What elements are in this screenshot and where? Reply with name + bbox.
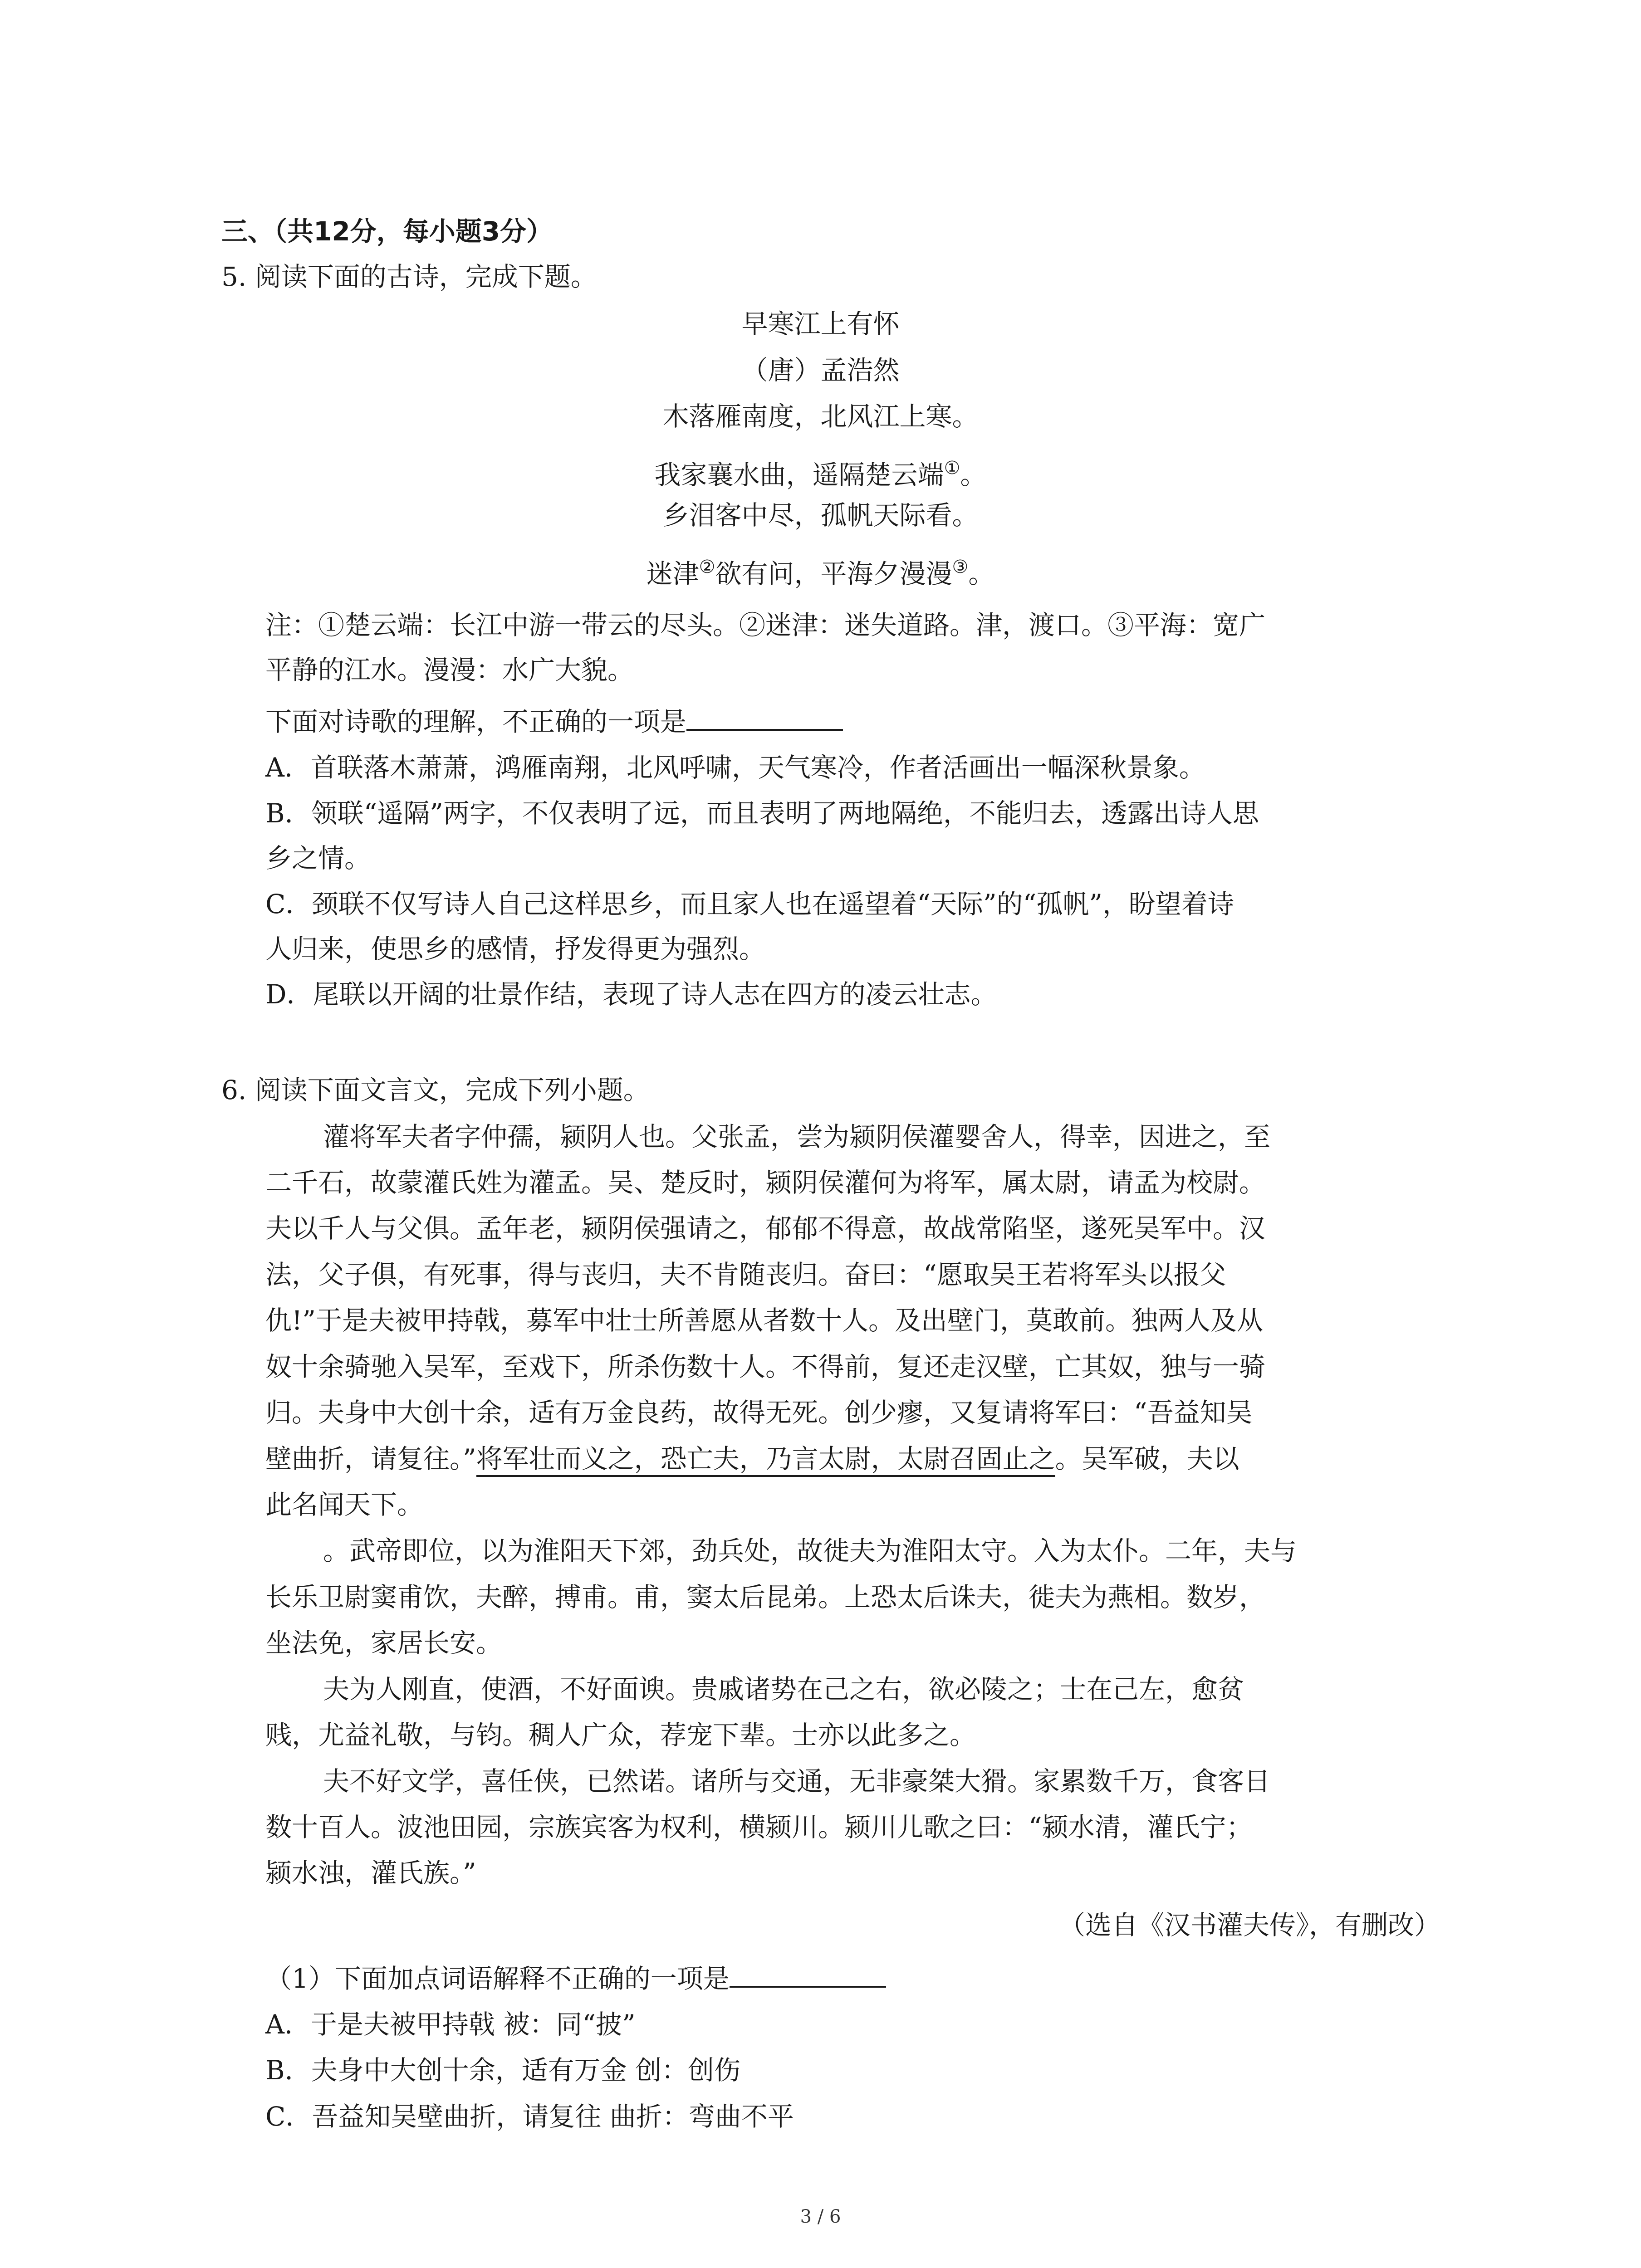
q6-sub1-question: （1）下面加点词语解释不正确的一项是 — [265, 1960, 1454, 1997]
q5-prompt: 5. 阅读下面的古诗，完成下题。 — [221, 261, 597, 292]
answer-blank[interactable] — [730, 1962, 886, 1988]
passage-line: 夫不好文学，喜任侠，已然诺。诸所与交通，无非豪桀大猾。家累数千万，食客日 — [323, 1766, 1271, 1797]
passage-line: 数十百人。波池田园，宗族宾客为权利，横颍川。颍川儿歌之曰：“颍水清，灌氏宁； — [265, 1812, 1253, 1843]
q5-option-d: D．尾联以开阔的壮景作结，表现了诗人志在四方的凌云壮志。 — [265, 979, 997, 1010]
passage-source: （选自《汉书灌夫传》，有删改） — [1058, 1910, 1440, 1941]
passage-line: 贱，尤益礼敬，与钧。稠人广众，荐宠下辈。士亦以此多之。 — [265, 1720, 976, 1750]
poem-line-4: 迷津②欲有问，平海夕漫漫③。 — [646, 557, 995, 589]
poem-line-2: 我家襄水曲，遥隔楚云端①。 — [654, 458, 987, 490]
passage-line: 夫为人刚直，使酒，不好面谀。贵戚诸势在己之右，欲必陵之；士在己左，愈贫 — [323, 1674, 1244, 1705]
q5-option-c-cont: 人归来，使思乡的感情，抒发得更为强烈。 — [265, 934, 766, 964]
section-header: 三、（共12分，每小题3分） — [221, 216, 553, 247]
poem-notes-line-1: 注：①楚云端：长江中游一带云的尽头。②迷津：迷失道路。津，渡口。③平海：宽广 — [265, 610, 1266, 640]
passage-line: 颍水浊，灌氏族。” — [265, 1857, 476, 1888]
passage-line: 归。夫身中大创十余，适有万金良药，故得无死。创少瘳，又复请将军曰：“吾益知吴 — [265, 1397, 1253, 1428]
q6-sub1-option-b: B．夫身中大创十余，适有万金 创：创伤 — [265, 2055, 741, 2086]
poem-line-3: 乡泪客中尽，孤帆天际看。 — [662, 500, 979, 531]
poem-notes-line-2: 平静的江水。漫漫：水广大貌。 — [265, 655, 634, 685]
q6-sub1-option-c: C．吾益知吴壁曲折，请复往 曲折：弯曲不平 — [265, 2101, 794, 2132]
footnote-marker: ② — [699, 557, 715, 577]
q5-option-c: C．颈联不仅写诗人自己这样思乡，而且家人也在遥望着“天际”的“孤帆”，盼望着诗 — [265, 889, 1234, 919]
passage-line: 壁曲折，请复往。”将军壮而义之，恐亡夫，乃言太尉，太尉召固止之。吴军破，夫以 — [265, 1441, 1454, 1477]
passage-line: 法，父子俱，有死事，得与丧归，夫不肯随丧归。奋曰：“愿取吴王若将军头以报父 — [265, 1259, 1226, 1290]
passage-line: 灌将军夫者字仲孺，颍阴人也。父张孟，尝为颍阴侯灌婴舍人，得幸，因进之，至 — [323, 1121, 1271, 1152]
answer-blank[interactable] — [686, 705, 843, 731]
passage-line: 二千石，故蒙灌氏姓为灌孟。吴、楚反时，颍阴侯灌何为将军，属太尉，请孟为校尉。 — [265, 1167, 1266, 1198]
poem-title: 早寒江上有怀 — [741, 308, 900, 339]
q6-prompt: 6. 阅读下面文言文，完成下列小题。 — [221, 1075, 650, 1105]
q5-question: 下面对诗歌的理解，不正确的一项是 — [265, 704, 1454, 740]
passage-line: 仇!”于是夫被甲持戟，募军中壮士所善愿从者数十人。及出壁门，莫敢前。独两人及从 — [265, 1305, 1263, 1336]
q6-sub1-option-a: A．于是夫被甲持戟 被：同“披” — [265, 2009, 636, 2040]
passage-line: 坐法免，家居长安。 — [265, 1628, 503, 1658]
passage-line: 夫以千人与父俱。孟年老，颍阴侯强请之，郁郁不得意，故战常陷坚，遂死吴军中。汉 — [265, 1213, 1266, 1244]
q5-option-b: B．领联“遥隔”两字，不仅表明了远，而且表明了两地隔绝，不能归去，透露出诗人思 — [265, 798, 1259, 829]
passage-line: 长乐卫尉窦甫饮，夫醉，搏甫。甫，窦太后昆弟。上恐太后诛夫，徙夫为燕相。数岁， — [265, 1582, 1266, 1613]
underlined-sentence: 将军壮而义之，恐亡夫，乃言太尉，太尉召固止之 — [476, 1443, 1055, 1477]
page-number: 3 / 6 — [800, 2206, 841, 2227]
footnote-marker: ③ — [952, 557, 969, 577]
poem-line-1: 木落雁南度，北风江上寒。 — [662, 401, 979, 432]
q5-option-b-cont: 乡之情。 — [265, 843, 371, 874]
poem-author: （唐）孟浩然 — [741, 355, 900, 386]
passage-line: 此名闻天下。 — [265, 1489, 424, 1520]
passage-line: 奴十余骑驰入吴军，至戏下，所杀伤数十人。不得前，复还走汉壁，亡其奴，独与一骑 — [265, 1351, 1266, 1382]
footnote-marker: ① — [944, 458, 960, 479]
passage-line: 。武帝即位，以为淮阳天下郊，劲兵处，故徙夫为淮阳太守。入为太仆。二年，夫与 — [323, 1535, 1297, 1566]
q5-option-a: A．首联落木萧萧，鸿雁南翔，北风呼啸，天气寒冷，作者活画出一幅深秋景象。 — [265, 752, 1205, 783]
